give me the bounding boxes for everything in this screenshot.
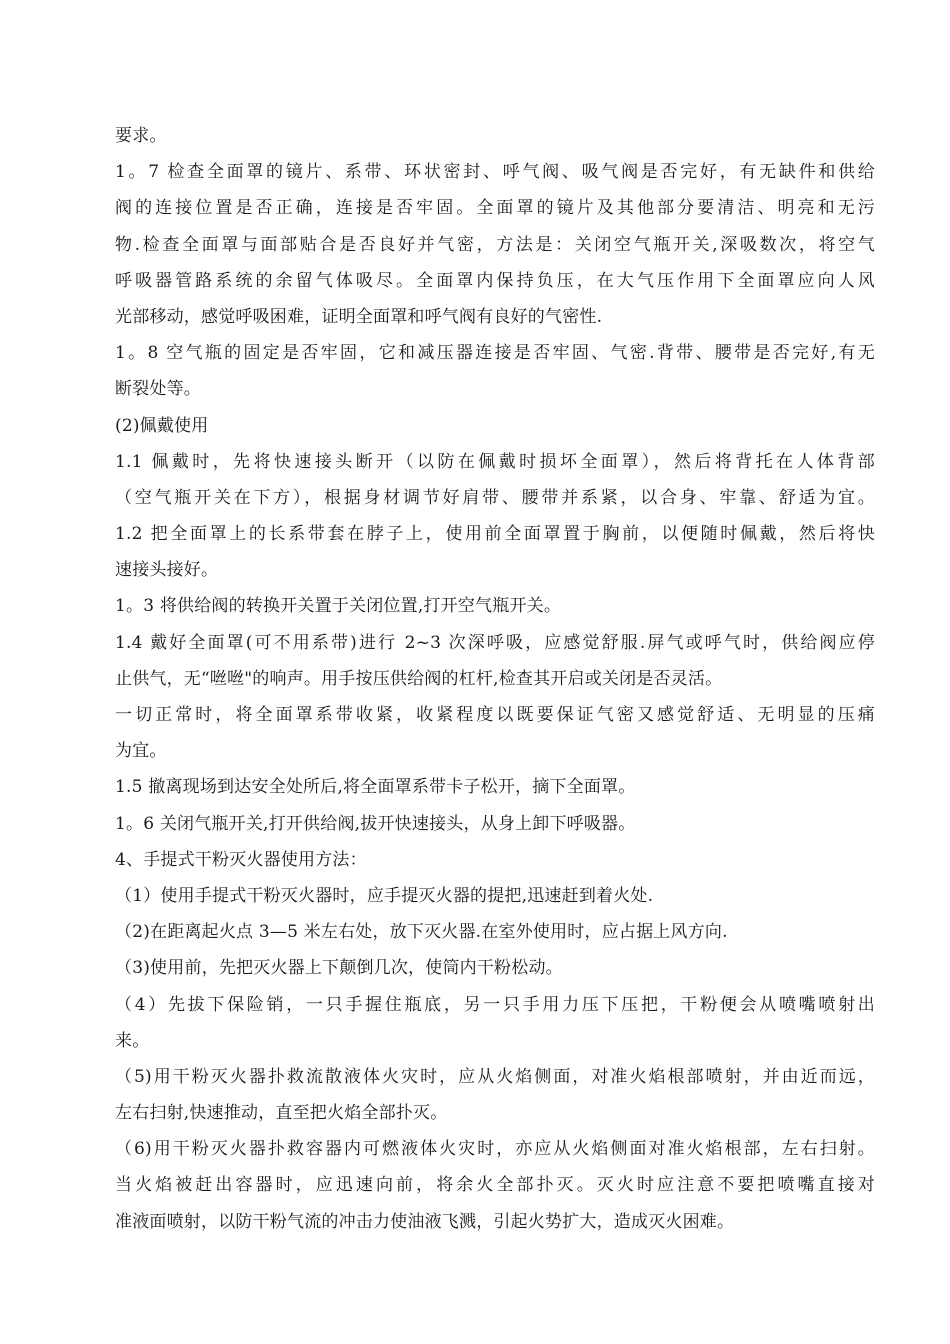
text-line: 准液面喷射，以防干粉气流的冲击力使油液飞溅，引起火势扩大，造成灭火困难。	[115, 1211, 735, 1232]
text-line: 4、手提式干粉灭火器使用方法：	[115, 849, 367, 870]
text-line: 断裂处等。	[115, 379, 201, 400]
text-line: 光部移动，感觉呼吸困难，证明全面罩和呼气阀有良好的气密性.	[115, 306, 603, 327]
text-line: 1.4 戴好全面罩(可不用系带)进行 2~3 次深呼吸，应感觉舒服.屏气或呼气时，供给阀应停	[115, 632, 875, 653]
text-line: 1.1 佩戴时，先将快速接头断开（以防在佩戴时损坏全面罩），然后将背托在人体背部	[115, 451, 875, 472]
text-line: 要求。	[115, 126, 167, 146]
text-line: 1。3 将供给阀的转换开关置于关闭位置,打开空气瓶开关。	[115, 596, 562, 617]
text-line: （1）使用手提式干粉灭火器时，应手提灭火器的提把,迅速赶到着火处.	[115, 885, 654, 906]
text-line: （4）先拔下保险销，一只手握住瓶底，另一只手用力压下压把，干粉便会从喷嘴喷射出	[115, 994, 875, 1015]
text-line: 当火焰被赶出容器时，应迅速向前，将余火全部扑灭。灭火时应注意不要把喷嘴直接对	[115, 1175, 875, 1196]
text-line: 1.2 把全面罩上的长系带套在脖子上，使用前全面罩置于胸前，以便随时佩戴，然后将快	[115, 524, 875, 545]
text-line: 一切正常时，将全面罩系带收紧，收紧程度以既要保证气密又感觉舒适、无明显的压痛	[115, 705, 875, 725]
text-line: （3)使用前，先把灭火器上下颠倒几次，使筒内干粉松动。	[115, 958, 563, 979]
text-line: 1。8 空气瓶的固定是否牢固，它和减压器连接是否牢固、气密.背带、腰带是否完好,有无	[115, 343, 875, 364]
text-line: 阀的连接位置是否正确，连接是否牢固。全面罩的镜片及其他部分要清洁、明亮和无污	[115, 198, 875, 219]
document-body	[115, 118, 875, 1240]
text-line: （空气瓶开关在下方），根据身材调节好肩带、腰带并系紧，以合身、牢靠、舒适为宜。	[115, 487, 875, 508]
text-line: 来。	[115, 1030, 150, 1051]
text-line: 1。7 检查全面罩的镜片、系带、环状密封、呼气阀、吸气阀是否完好，有无缺件和供给	[115, 162, 875, 183]
text-line: （6)用干粉灭火器扑救容器内可燃液体火灾时，亦应从火焰侧面对准火焰根部，左右扫射。	[115, 1139, 875, 1160]
text-line: (2)佩戴使用	[115, 415, 209, 436]
text-line: 呼吸器管路系统的余留气体吸尽。全面罩内保持负压，在大气压作用下全面罩应向人风	[115, 270, 875, 291]
text-line: 左右扫射,快速推动，直至把火焰全部扑灭。	[115, 1103, 448, 1124]
text-line: 1。6 关闭气瓶开关,打开供给阀,拔开快速接头，从身上卸下呼吸器。	[115, 813, 636, 834]
text-line: 1.5 撤离现场到达安全处所后,将全面罩系带卡子松开，摘下全面罩。	[115, 777, 636, 798]
text-line: （5)用干粉灭火器扑救流散液体火灾时，应从火焰侧面，对准火焰根部喷射，并由近而远，	[115, 1066, 875, 1087]
text-line: 为宜。	[115, 741, 167, 762]
text-line: 速接头接好。	[115, 560, 219, 581]
text-line: 止供气，无“咝咝"的响声。用手按压供给阀的杠杆,检查其开启或关闭是否灵活。	[115, 668, 723, 689]
text-line: 物.检查全面罩与面部贴合是否良好并气密，方法是：关闭空气瓶开关,深吸数次，将空气	[115, 234, 875, 255]
text-line: （2)在距离起火点 3—5 米左右处，放下灭火器.在室外使用时，应占据上风方向.	[115, 922, 728, 943]
